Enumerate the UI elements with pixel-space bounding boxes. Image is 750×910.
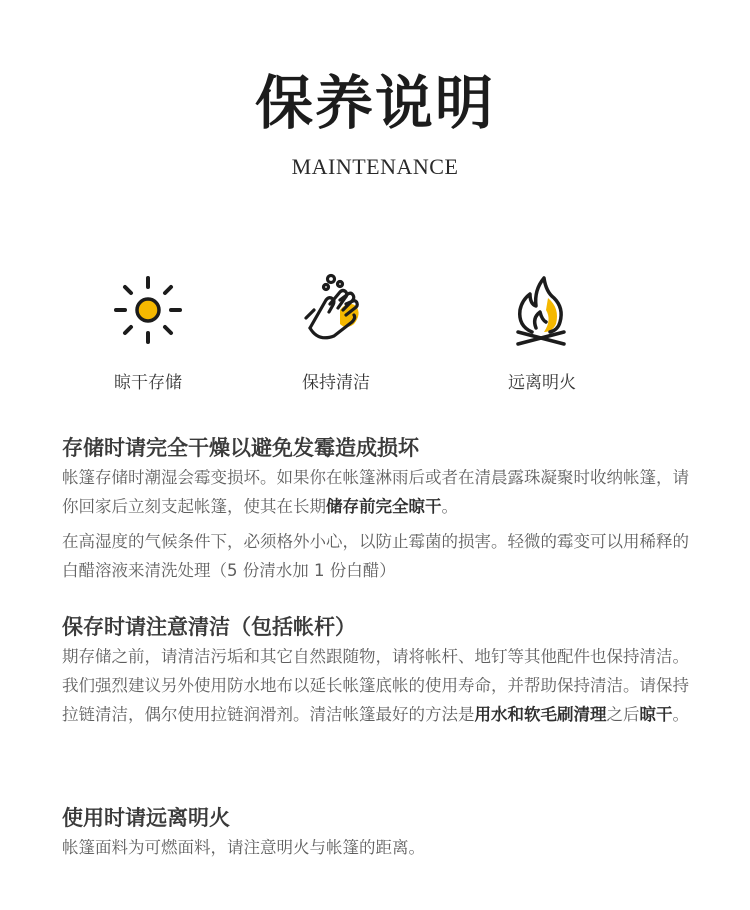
washing-hands-icon [296,270,376,350]
icon-block-no-fire [462,270,622,393]
emphasis-text: 用水和软毛刷清理 [474,705,607,724]
icon-label-no-fire: 远离明火 [508,373,576,393]
icon-label-keep-clean: 保持清洁 [302,373,370,393]
icon-block-dry-storage [68,270,228,393]
section-title: 保存时请注意清洁（包括帐杆） [62,615,356,639]
icon-label-dry-storage: 晾干存储 [114,373,182,393]
paragraph-text: 。 [441,497,458,516]
paragraph-text: 期存储之前，请清洁污垢和其它自然跟随物，请将帐杆、地钉等其他配件也保持清洁。我们强烈建议另外使用防水地布以延长帐篷底帐的使用寿命，并帮助保持清洁。请保持拉链清洁，偶尔使用拉链润滑剂。清洁帐篷最好的方法是 [62,647,689,724]
section-paragraph [62,463,692,521]
section-dry-storage [62,433,692,585]
paragraph-text: 之后 [606,705,640,724]
section-paragraph [62,642,692,729]
section-paragraph: 帐篷面料为可燃面料，请注意明火与帐篷的距离。 [62,838,425,857]
emphasis-text: 晾干 [639,705,673,724]
paragraph-text: 帐篷存储时潮湿会霉变损坏。如果你在帐篷淋雨后或者在清晨露珠凝聚时收纳帐篷，请你回家后立刻支起帐篷，使其在长期 [62,468,689,516]
care-icons-row [0,270,750,393]
emphasis-text: 储存前完全晾干 [326,497,442,516]
sun-icon [108,270,188,350]
icon-block-keep-clean [256,270,416,393]
page-header [0,69,750,180]
section-no-fire [62,803,692,862]
section-keep-clean [62,612,692,729]
fire-icon [502,270,582,350]
page-title: 保养说明 [254,69,495,137]
paragraph-text: 。 [672,705,689,724]
section-title: 存储时请完全干燥以避免发霉造成损坏 [62,436,419,460]
page-subtitle: MAINTENANCE [291,153,459,179]
section-paragraph: 在高湿度的气候条件下，必须格外小心，以防止霉菌的损害。轻微的霉变可以用稀释的白醋溶液来清洗处理（5 份清水加 1 份白醋） [62,532,689,580]
section-title: 使用时请远离明火 [62,806,230,830]
